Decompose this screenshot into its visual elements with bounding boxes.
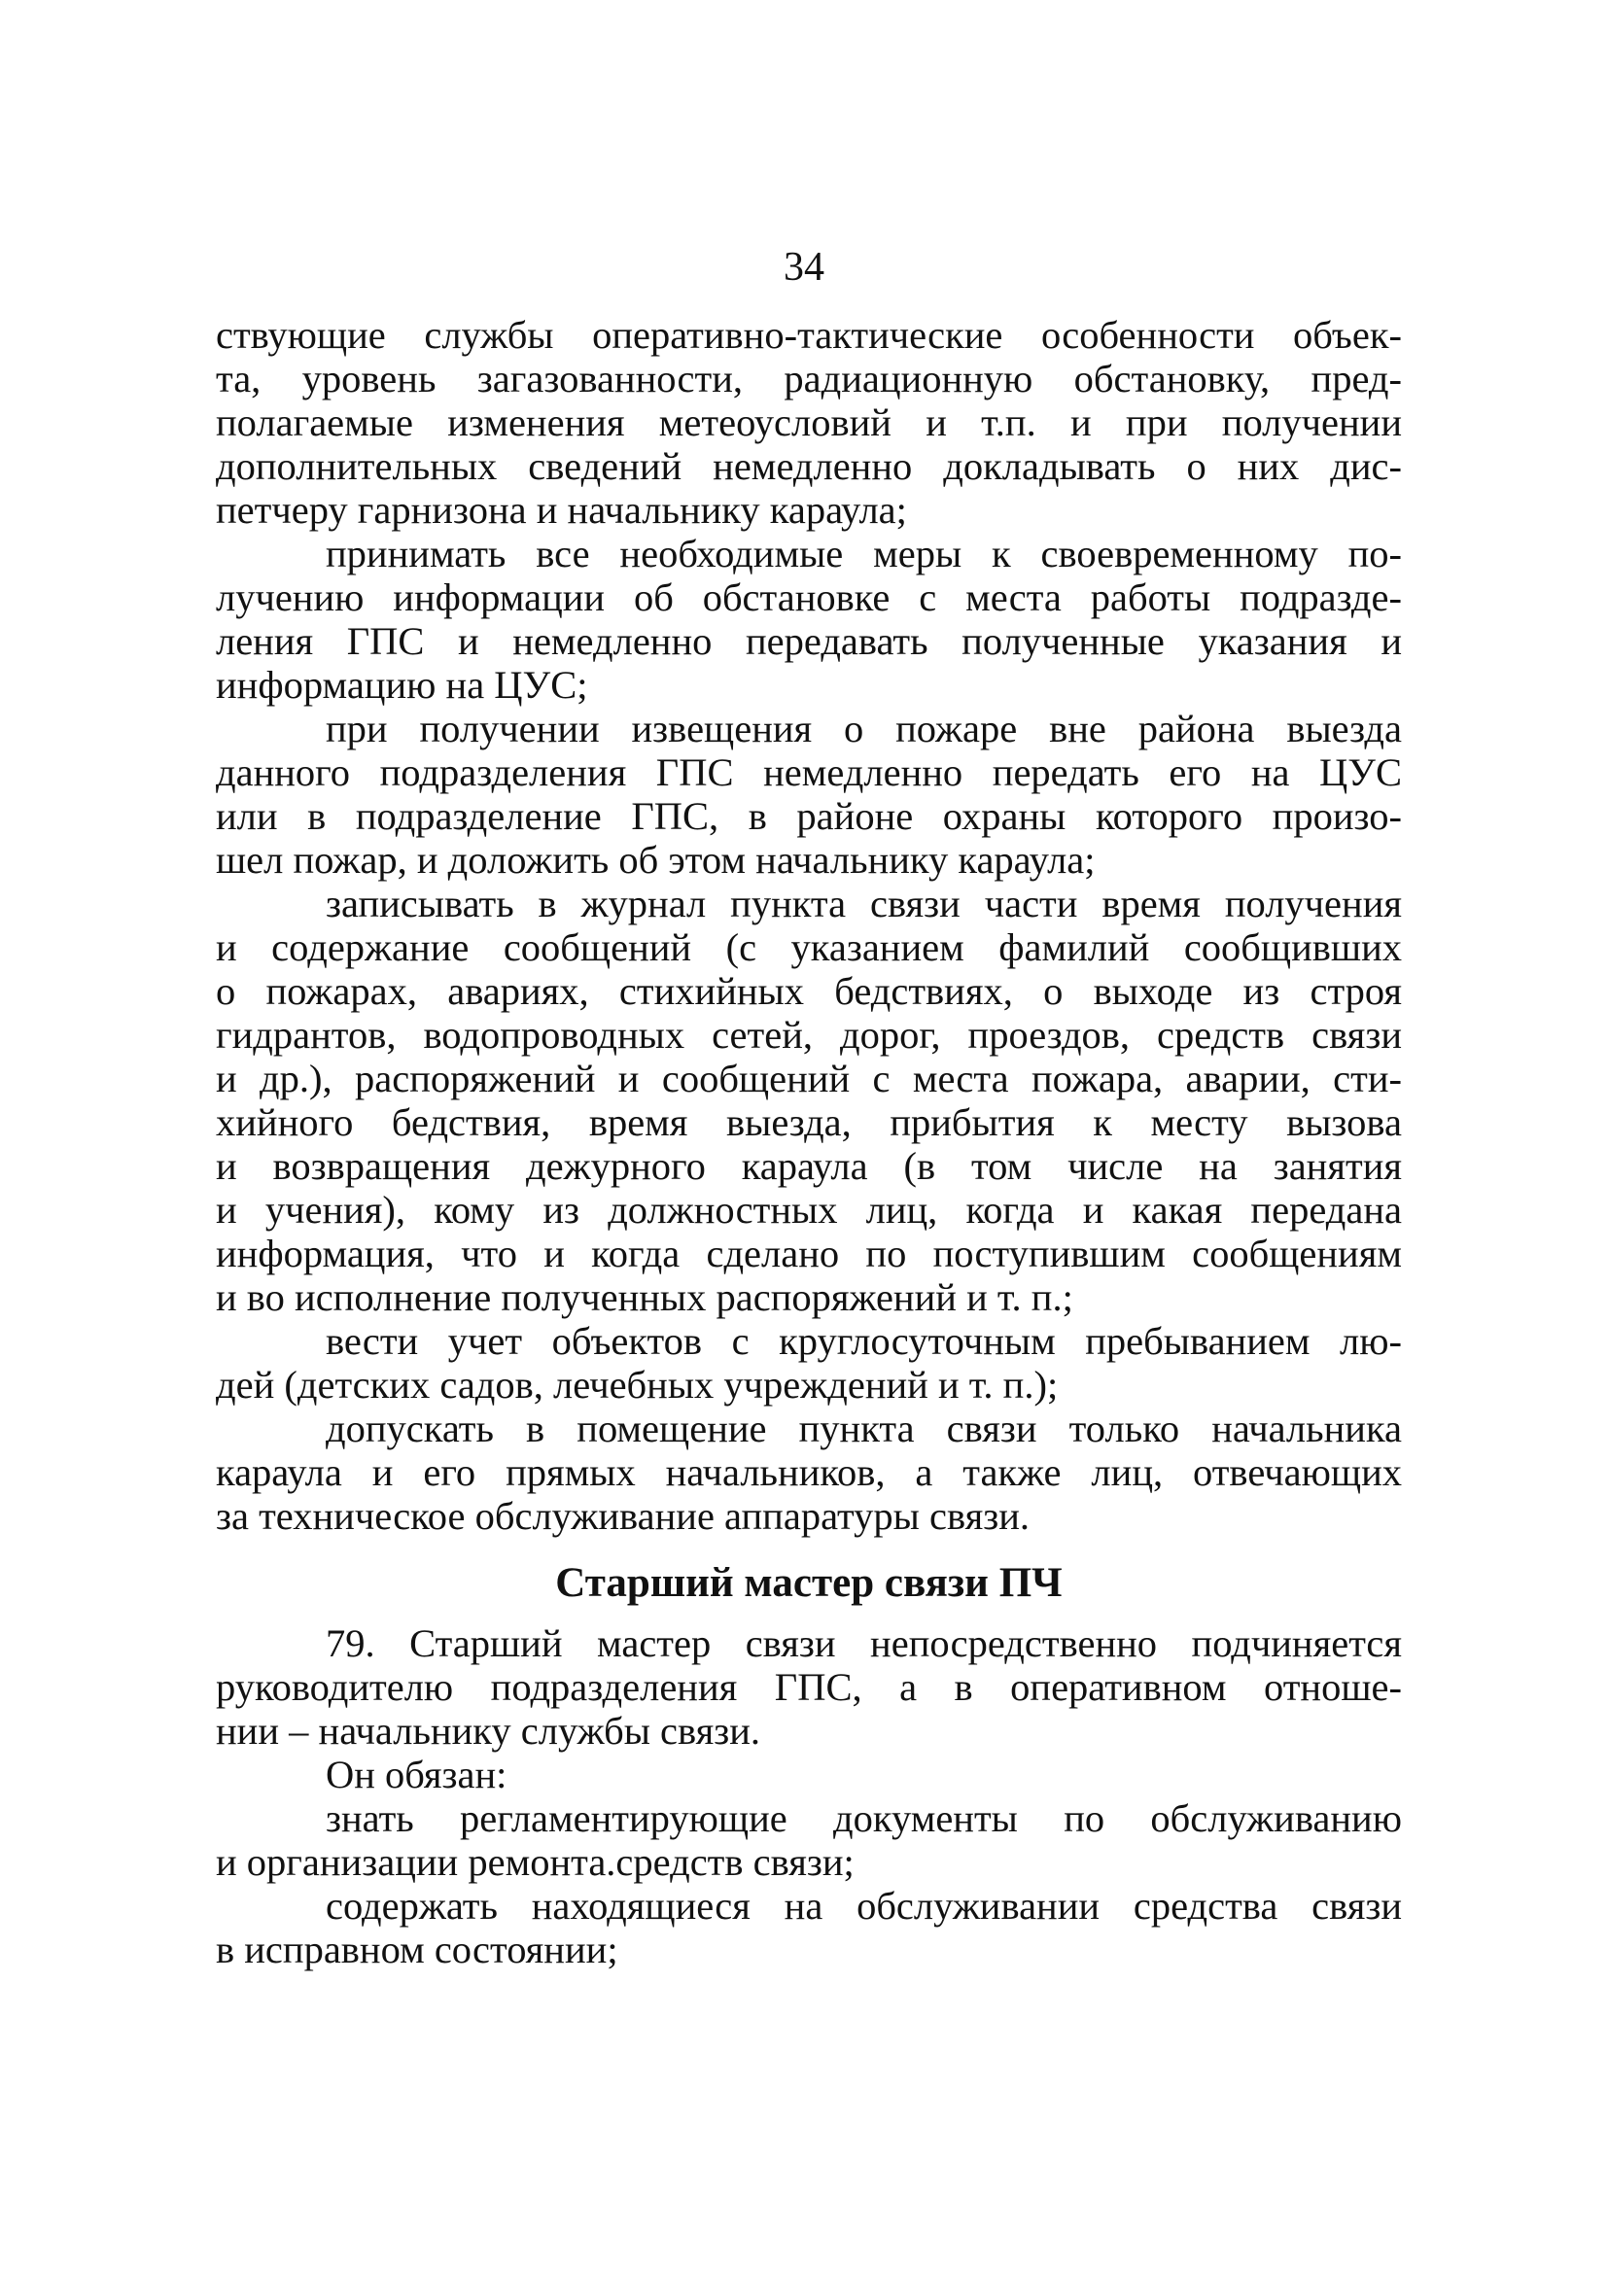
section-heading: Старший мастер связи ПЧ: [555, 1560, 1063, 1606]
text-line: вести учет объектов с круглосуточным пребыванием лю-: [326, 1319, 1402, 1363]
text-line: содержать находящиеся на обслуживании средства связи: [326, 1884, 1402, 1928]
text-line: Он обязан:: [326, 1753, 507, 1796]
text-line: полагаемые изменения метеоусловий и т.п. и при получении: [216, 400, 1402, 444]
paragraph: [216, 313, 1402, 532]
text-line: знать регламентирующие документы по обслуживанию: [326, 1796, 1402, 1840]
text-line: принимать все необходимые меры к своевременному по-: [326, 532, 1402, 575]
text-line: ствующие службы оперативно-тактические особенности объек-: [216, 313, 1402, 357]
text-line: нии – начальнику службы связи.: [216, 1709, 761, 1753]
text-line: записывать в журнал пункта связи части время получения: [326, 882, 1402, 925]
text-line: 79. Старший мастер связи непосредственно подчиняется: [326, 1621, 1402, 1665]
paragraph: [216, 707, 1402, 882]
text-line: хийного бедствия, время выезда, прибытия к месту вызова: [216, 1100, 1402, 1144]
text-line: та, уровень загазованности, радиационную обстановку, пред-: [216, 357, 1402, 400]
paragraph: [216, 1621, 1402, 1753]
paragraph: [216, 1753, 1402, 1796]
text-line: и организации ремонта.средств связи;: [216, 1840, 855, 1884]
text-line: и др.), распоряжений и сообщений с места пожара, аварии, сти-: [216, 1057, 1402, 1100]
text-line: ления ГПС и немедленно передавать полученные указания и: [216, 619, 1402, 663]
text-line: данного подразделения ГПС немедленно передать его на ЦУС: [216, 750, 1402, 794]
text-line: при получении извещения о пожаре вне района выезда: [326, 707, 1402, 750]
text-line: информацию на ЦУС;: [216, 663, 588, 707]
text-line: и содержание сообщений (с указанием фамилий сообщивших: [216, 925, 1402, 969]
paragraph: [216, 532, 1402, 707]
page-number: 34: [784, 245, 824, 290]
section-text-before: [216, 313, 1402, 1538]
document-body: [216, 313, 1402, 1971]
section-text-after: [216, 1621, 1402, 1971]
text-line: дей (детских садов, лечебных учреждений и т. п.);: [216, 1363, 1059, 1407]
text-line: в исправном состоянии;: [216, 1928, 618, 1971]
text-line: или в подразделение ГПС, в районе охраны которого произо-: [216, 794, 1402, 838]
paragraph: [216, 882, 1402, 1319]
text-line: допускать в помещение пункта связи только начальника: [326, 1407, 1402, 1450]
text-line: руководителю подразделения ГПС, а в оперативном отноше-: [216, 1665, 1402, 1709]
paragraph: [216, 1319, 1402, 1407]
text-line: гидрантов, водопроводных сетей, дорог, проездов, средств связи: [216, 1013, 1402, 1057]
text-line: за техническое обслуживание аппаратуры связи.: [216, 1494, 1030, 1538]
paragraph: [216, 1796, 1402, 1884]
text-line: лучению информации об обстановке с места работы подразде-: [216, 575, 1402, 619]
text-line: караула и его прямых начальников, а также лиц, отвечающих: [216, 1450, 1402, 1494]
text-line: и учения), кому из должностных лиц, когда и какая передана: [216, 1188, 1402, 1232]
text-line: и во исполнение полученных распоряжений и т. п.;: [216, 1275, 1073, 1319]
paragraph: [216, 1407, 1402, 1538]
text-line: и возвращения дежурного караула (в том числе на занятия: [216, 1144, 1402, 1188]
text-line: о пожарах, авариях, стихийных бедствиях, о выходе из строя: [216, 969, 1402, 1013]
text-line: дополнительных сведений немедленно докладывать о них дис-: [216, 444, 1402, 488]
text-line: петчеру гарнизона и начальнику караула;: [216, 488, 907, 532]
text-line: шел пожар, и доложить об этом начальнику караула;: [216, 838, 1096, 882]
text-line: информация, что и когда сделано по поступившим сообщениям: [216, 1232, 1402, 1275]
paragraph: [216, 1884, 1402, 1971]
